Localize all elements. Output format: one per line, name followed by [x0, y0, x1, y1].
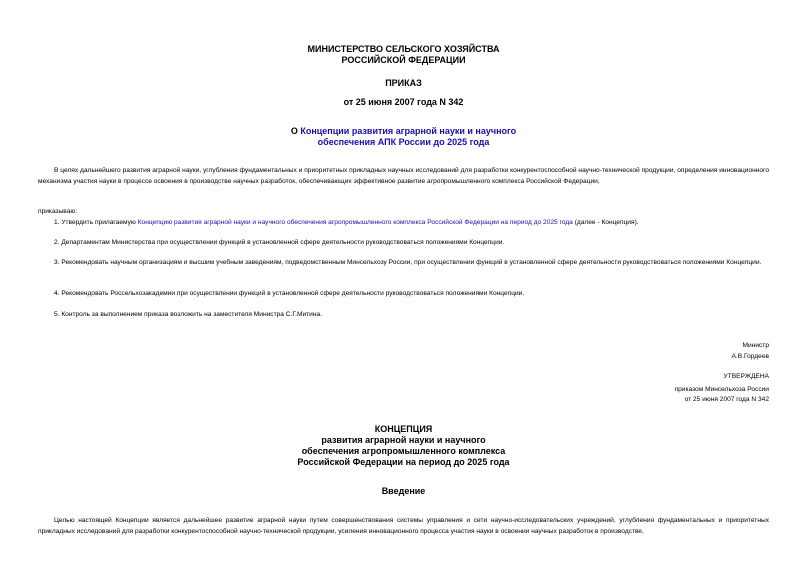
- approval-line-2: приказом Минсельхоза России: [674, 385, 769, 393]
- concept-link[interactable]: Концепцию развития аграрной науки и научного обеспечения агропромышленного комплекса Российской Федерации на период до 2025 года: [137, 219, 573, 226]
- ministry-header: [38, 44, 769, 66]
- approval-line-1: УТВЕРЖДЕНА: [723, 373, 769, 380]
- item-1-suffix: (далее - Концепция).: [572, 219, 639, 226]
- section-heading: Введение: [381, 486, 426, 496]
- doc-type: ПРИКАЗ: [385, 78, 422, 88]
- subject-link-line-2[interactable]: обеспечения АПК России до 2025 года: [317, 137, 490, 147]
- concept-title-line-2: развития аграрной науки и научного: [321, 435, 486, 445]
- preamble-paragraph: В целях дальнейшего развития аграрной науки, углубления фундаментальных и приоритетных прикладных научных исследований для разработки конкурентоспособной научно-технической продукции, определения инновационного механизма участия науки в процессе освоения в производстве научных разработок, обеспечивающих эффективное развитие агропромышленного комплекса Российской Федерации,: [38, 167, 769, 185]
- order-item-5: 5. Контроль за выполнением приказа возложить на заместителя Министра С.Г.Митина.: [54, 311, 322, 318]
- order-word: приказываю:: [38, 208, 78, 215]
- signature-title: Министр: [742, 342, 769, 349]
- ministry-line-2: РОССИЙСКОЙ ФЕДЕРАЦИИ: [341, 55, 466, 65]
- item-1-prefix: 1. Утвердить прилагаемую: [54, 219, 138, 226]
- concept-title: КОНЦЕПЦИЯ: [374, 424, 433, 434]
- ministry-line-1: МИНИСТЕРСТВО СЕЛЬСКОГО ХОЗЯЙСТВА: [307, 44, 500, 54]
- order-item-2: 2. Департаментам Министерства при осуществлении функций в установленной сфере деятельности руководствоваться положениями Концепции.: [54, 239, 505, 246]
- subject-prefix: О: [290, 126, 301, 136]
- doc-date-number: от 25 июня 2007 года N 342: [343, 97, 464, 107]
- doc-subject: [38, 126, 769, 148]
- concept-title-line-3: обеспечения агропромышленного комплекса: [301, 446, 506, 456]
- signature-block: [38, 341, 769, 362]
- approval-line-3: от 25 июня 2007 года N 342: [684, 396, 769, 403]
- concept-title-block: [38, 424, 769, 468]
- order-item-1: [38, 218, 769, 229]
- concept-title-line-4: Российской Федерации на период до 2025 года: [297, 457, 510, 467]
- order-item-3: 3. Рекомендовать научным организациям и высшим учебным заведениям, подведомственным Минсельхозу России, при осуществлении функций в установленной сфере деятельности руководствоваться положениями Концепции.: [54, 259, 762, 266]
- approval-block: [38, 372, 769, 406]
- subject-link-line-1[interactable]: Концепции развития аграрной науки и научного: [300, 126, 517, 136]
- order-item-4: 4. Рекомендовать Россельхозакадемии при осуществлении функций в установленной сфере деятельности руководствоваться положениями Концепции.: [54, 290, 525, 297]
- signature-name: А.В.Гордеев: [731, 352, 769, 360]
- intro-paragraph: Целью настоящей Концепции является дальнейшее развитие аграрной науки путем совершенствования системы управления и сети научно-исследовательских учреждений, углубления фундаментальных и приоритетных прикладных исследований для разработки конкурентоспособной научно-технической продукции, усиления инновационного процесса участия науки в освоении научных разработок в производстве,: [38, 517, 769, 535]
